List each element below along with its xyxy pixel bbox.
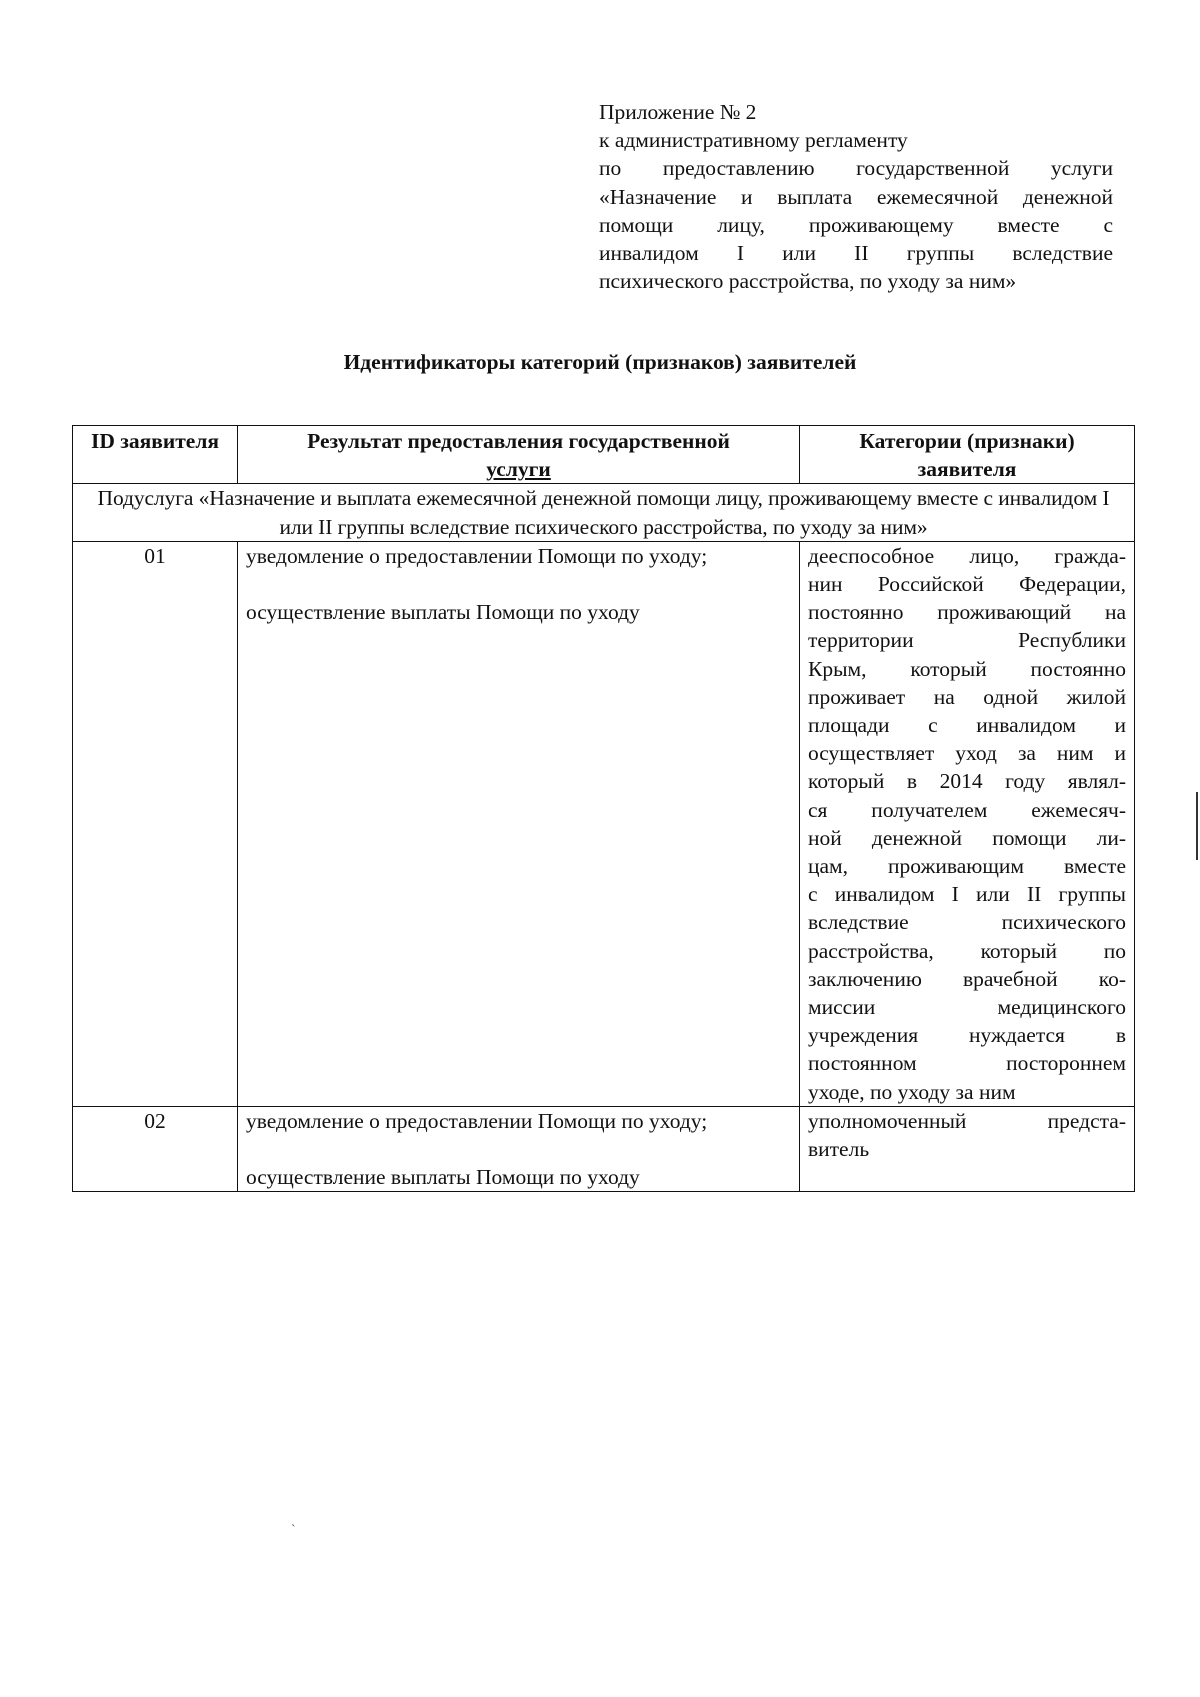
document-title: Идентификаторы категорий (признаков) заявителей bbox=[343, 350, 857, 374]
category-line: витель bbox=[808, 1137, 870, 1162]
applicant-category bbox=[800, 541, 1135, 1106]
category-line: Крым, который постоянно bbox=[808, 656, 1126, 681]
category-line: заключению врачебной ко- bbox=[808, 966, 1126, 991]
category-line: дееспособное лицо, гражда- bbox=[808, 543, 1126, 568]
category-line: учреждения нуждается в bbox=[808, 1023, 1126, 1048]
header-id: ID заявителя bbox=[73, 426, 238, 484]
applicant-id: 01 bbox=[73, 541, 238, 1106]
category-line: постоянно проживающий на bbox=[808, 600, 1126, 625]
service-result: уведомление о предоставлении Помощи по уходу; осуществление выплаты Помощи по уходу bbox=[238, 541, 800, 1106]
appendix-header bbox=[599, 98, 1113, 295]
category-line: с инвалидом I или II группы bbox=[808, 882, 1126, 907]
table-row bbox=[73, 541, 1135, 1106]
category-line: который в 2014 году являл- bbox=[808, 769, 1126, 794]
header-result: Результат предоставления государственной услуги bbox=[238, 426, 800, 484]
scan-margin-mark bbox=[1196, 792, 1198, 860]
category-line: проживает на одной жилой bbox=[808, 684, 1126, 709]
category-line: площади с инвалидом и bbox=[808, 713, 1126, 738]
category-line: ся получателем ежемесяч- bbox=[808, 797, 1126, 822]
appendix-text-line: по предоставлению государственной услуги bbox=[599, 156, 1113, 181]
table-header-row bbox=[73, 426, 1135, 484]
category-line: ной денежной помощи ли- bbox=[808, 825, 1126, 850]
service-result: уведомление о предоставлении Помощи по уходу; осуществление выплаты Помощи по уходу bbox=[238, 1106, 800, 1191]
appendix-text-line: инвалидом I или II группы вследствие bbox=[599, 241, 1113, 266]
header-category: Категории (признаки) заявителя bbox=[800, 426, 1135, 484]
category-line: осуществляет уход за ним и bbox=[808, 741, 1126, 766]
subservice-row bbox=[73, 484, 1135, 541]
category-line: территории Республики bbox=[808, 628, 1126, 653]
category-line: расстройства, который по bbox=[808, 938, 1126, 963]
applicant-category bbox=[800, 1106, 1135, 1191]
appendix-text-line: «Назначение и выплата ежемесячной денежной bbox=[599, 184, 1113, 209]
appendix-regulation: к административному регламенту bbox=[599, 128, 908, 153]
category-line: миссии медицинского bbox=[808, 995, 1126, 1020]
category-line: вследствие психического bbox=[808, 910, 1126, 935]
category-line: нин Российской Федерации, bbox=[808, 572, 1126, 597]
category-line: уполномоченный предста- bbox=[808, 1108, 1126, 1133]
applicant-id: 02 bbox=[73, 1106, 238, 1191]
appendix-number: Приложение № 2 bbox=[599, 100, 757, 124]
appendix-text-line: помощи лицу, проживающему вместе с bbox=[599, 212, 1113, 237]
category-line: постоянном постороннем bbox=[808, 1051, 1126, 1076]
scan-speck: ` bbox=[291, 1523, 296, 1538]
table-row bbox=[73, 1106, 1135, 1191]
category-line: цам, проживающим вместе bbox=[808, 854, 1126, 879]
identifiers-table bbox=[72, 425, 1135, 1192]
subservice-cell: Подуслуга «Назначение и выплата ежемесячной денежной помощи лицу, проживающему вместе с инвалидом I или II группы вследствие психического расстройства, по уходу за ним» bbox=[73, 484, 1135, 541]
appendix-text-line: психического расстройства, по уходу за ним» bbox=[599, 269, 1017, 294]
category-line: уходе, по уходу за ним bbox=[808, 1079, 1016, 1104]
